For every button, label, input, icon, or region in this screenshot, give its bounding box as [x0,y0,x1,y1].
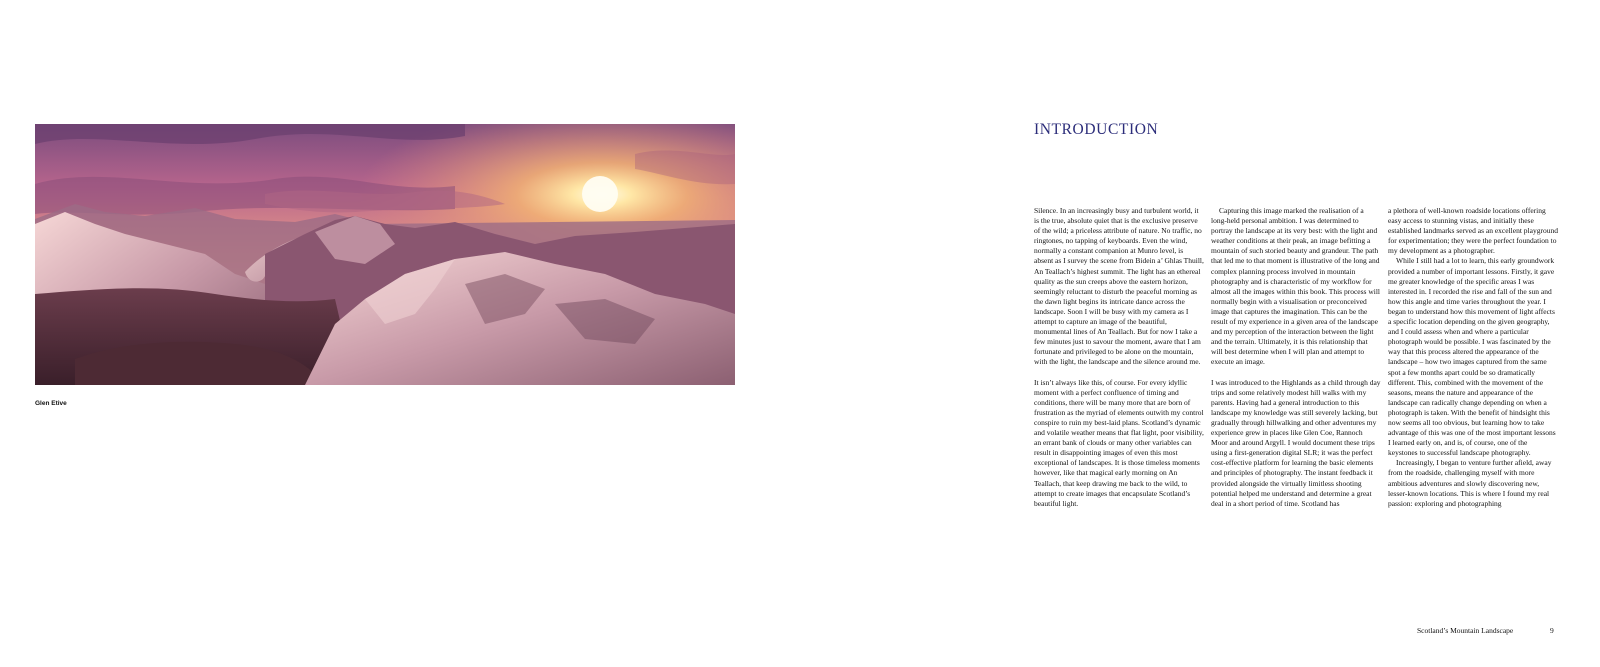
text-column-3 [1388,206,1558,509]
paragraph: Increasingly, I began to venture further afield, away from the roadside, challenging myself with more ambitious adventures and slowly discovering new, lesser-known locations. This is where I found my real passion: exploring and photographing [1388,458,1552,508]
landscape-photo [35,124,735,385]
text-column-2 [1211,206,1381,509]
page-heading: INTRODUCTION [1034,121,1159,138]
right-page [800,0,1600,667]
text-column-1 [1034,206,1204,509]
paragraph: a plethora of well-known roadside locations offering easy access to stunning vistas, and initially these established landmarks served as an excellent playground for experimentation; they were the perfect foundation to my development as a photographer. [1388,206,1558,256]
mountain-sunrise-icon [35,124,735,385]
page-number: 9 [1550,626,1554,635]
paragraph: Capturing this image marked the realisation of a long-held personal ambition. I was determined to portray the landscape at its very best: with the light and weather conditions at their peak, an image befitting a mountain of such storied beauty and grandeur. The path that led me to that moment is illustrative of the long and complex planning process involved in mountain photography and is characteristic of my workflow for almost all the images within this book. This process will normally begin with a visualisation or preconceived image that captures the imagination. This can be the result of my experience in a given area of the landscape and my perception of the interaction between the light and the terrain. Ultimately, it is this relationship that will best determine when I will plan and attempt to execute an image. [1211,206,1381,367]
photo-caption: Glen Etive [35,400,67,407]
paragraph: While I still had a lot to learn, this early groundwork provided a number of important lessons. Firstly, it gave me greater knowledge of the specific areas I was interested in. I recorded the rise and fall of the sun and how this angle and time varies throughout the year. I began to understand how this movement of light affects a specific location depending on the given geography, and I could assess when and where a particular photograph would be possible. I was fascinated by the way that this process altered the appearance of the landscape – how two images captured from the same spot a few months apart could be so dramatically different. This, combined with the movement of the seasons, means the nature and appearance of the landscape can radically change depending on when a photograph is taken. With the benefit of hindsight this now seems all too obvious, but learning how to take advantage of this was one of the most important lessons I learned early on, and is, of course, one of the keystones to successful landscape photography. [1388,256,1556,458]
running-footer-title: Scotland’s Mountain Landscape [1417,626,1514,635]
paragraph: Silence. In an increasingly busy and turbulent world, it is the true, absolute quiet that is the exclusive preserve of the wild; a priceless attribute of nature. No traffic, no ringtones, no tapping of keyboards. Even the wind, normally a constant companion at Munro level, is absent as I survey the scene from Bidein a’ Ghlas Thuill, An Teallach’s highest summit. The light has an ethereal quality as the sun creeps above the eastern horizon, seemingly reluctant to disturb the peaceful morning as the dawn light begins its intricate dance across the landscape. Soon I will be busy with my camera as I attempt to capture an image of the beautiful, monumental lines of An Teallach. But for now I take a few minutes just to savour the moment, aware that I am fortunate and privileged to be alone on the mountain, with the light, the landscape and the silence around me. [1034,206,1204,367]
paragraph: I was introduced to the Highlands as a child through day trips and some relatively modest hill walks with my parents. Having had a general introduction to this landscape my knowledge was still severely lacking, but gradually through hillwalking and other adventures my experience grew in places like Glen Coe, Rannoch Moor and around Argyll. I would document these trips using a first-generation digital SLR; it was the perfect cost-effective platform for learning the basic elements and principles of photography. The instant feedback it provided alongside the virtually limitless shooting potential helped me understand and determine a great deal in a short period of time. Scotland has [1211,377,1381,508]
paragraph: It isn’t always like this, of course. For every idyllic moment with a perfect confluence of timing and conditions, there will be many more that are born of frustration as the myriad of elements outwith my control conspire to ruin my best-laid plans. Scotland’s dynamic and volatile weather means that flat light, poor visibility, an errant bank of clouds or many other variables can result in disappointing images of even this most exceptional of landscapes. It is those timeless moments however, like that magical early morning on An Teallach, that keep drawing me back to the wild, to attempt to create images that encapsulate Scotland’s beautiful light. [1034,377,1204,508]
